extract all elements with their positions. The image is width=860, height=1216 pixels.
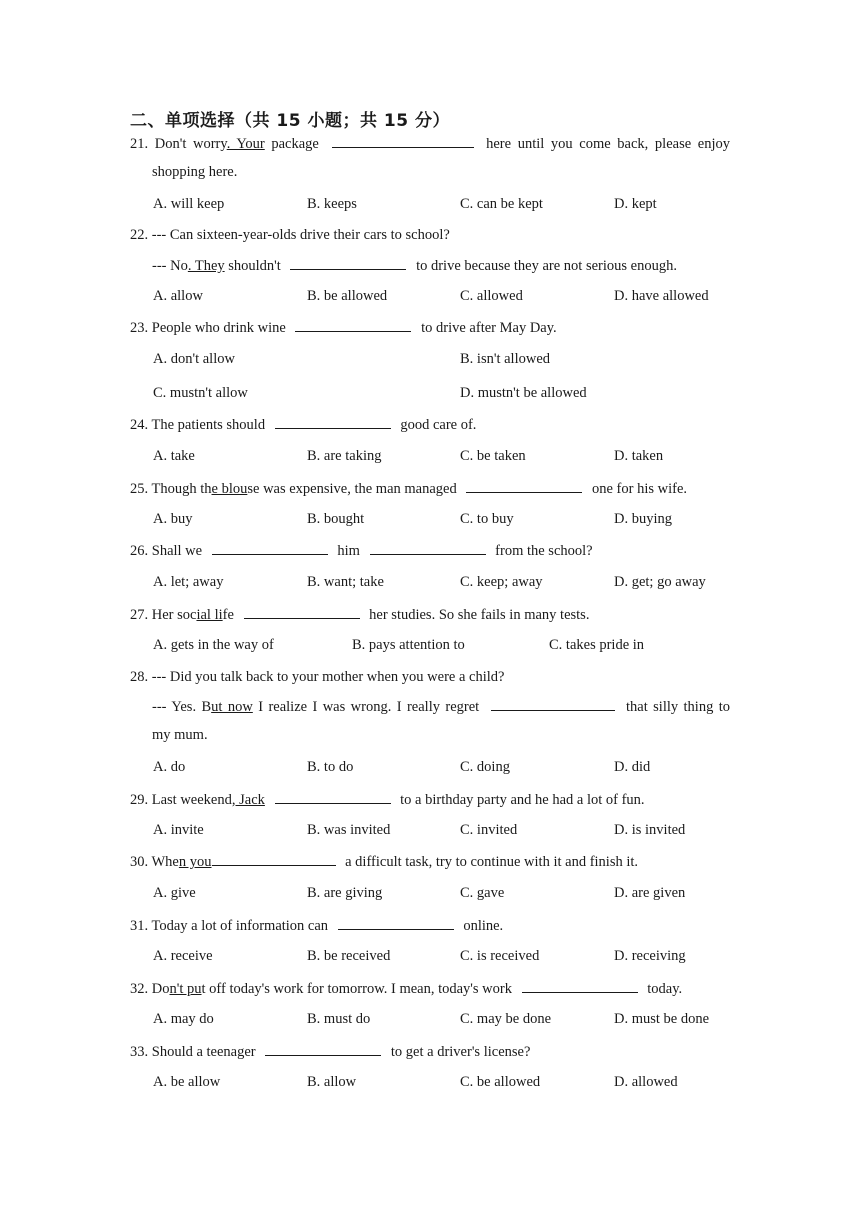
q26-option-c[interactable]: C. keep; away (460, 574, 543, 590)
answer-blank[interactable] (290, 256, 406, 270)
section-title: 二、单项选择（共 15 小题；共 15 分） (130, 111, 450, 131)
q22-option-b[interactable]: B. be allowed (307, 288, 388, 304)
answer-blank[interactable] (275, 790, 391, 804)
q32-option-a[interactable]: A. may do (153, 1011, 214, 1027)
answer-blank[interactable] (332, 134, 474, 148)
question-21-continuation: shopping here. (152, 164, 238, 180)
answer-blank[interactable] (522, 979, 638, 993)
answer-blank[interactable] (370, 541, 486, 555)
q27-option-a[interactable]: A. gets in the way of (153, 637, 274, 653)
question-30-stem: 30. When you a difficult task, try to continue with it and finish it. (130, 854, 639, 870)
q30-option-b[interactable]: B. are giving (307, 885, 383, 901)
q23-option-c[interactable]: C. mustn't allow (153, 385, 248, 401)
q24-option-d[interactable]: D. taken (614, 448, 664, 464)
q22-option-d[interactable]: D. have allowed (614, 288, 709, 304)
q31-option-d[interactable]: D. receiving (614, 948, 686, 964)
q28-option-c[interactable]: C. doing (460, 759, 510, 775)
q31-option-b[interactable]: B. be received (307, 948, 391, 964)
q30-option-c[interactable]: C. gave (460, 885, 505, 901)
question-31-stem: 31. Today a lot of information can online. (130, 918, 504, 934)
question-28-line3: my mum. (152, 727, 208, 743)
answer-blank[interactable] (265, 1042, 381, 1056)
question-27-stem: 27. Her social life her studies. So she fails in many tests. (130, 607, 590, 623)
q25-option-c[interactable]: C. to buy (460, 511, 514, 527)
q28-option-d[interactable]: D. did (614, 759, 651, 775)
q21-option-a[interactable]: A. will keep (153, 196, 225, 212)
answer-blank[interactable] (466, 479, 582, 493)
q28-option-a[interactable]: A. do (153, 759, 186, 775)
q29-option-a[interactable]: A. invite (153, 822, 204, 838)
q26-option-a[interactable]: A. let; away (153, 574, 224, 590)
q29-option-b[interactable]: B. was invited (307, 822, 391, 838)
question-28-line2: --- Yes. But now I realize I was wrong. I really regret that silly thing to (152, 699, 731, 715)
q26-option-d[interactable]: D. get; go away (614, 574, 706, 590)
q32-option-c[interactable]: C. may be done (460, 1011, 552, 1027)
question-32-stem: 32. Don't put off today's work for tomorrow. I mean, today's work today. (130, 981, 683, 997)
q27-option-c[interactable]: C. takes pride in (549, 637, 645, 653)
q23-option-d[interactable]: D. mustn't be allowed (460, 385, 587, 401)
answer-blank[interactable] (244, 605, 360, 619)
q29-option-c[interactable]: C. invited (460, 822, 518, 838)
q30-option-d[interactable]: D. are given (614, 885, 686, 901)
question-33-stem: 33. Should a teenager to get a driver's license? (130, 1044, 531, 1060)
q21-option-d[interactable]: D. kept (614, 196, 657, 212)
question-22-stem: 22. --- Can sixteen-year-olds drive their cars to school? (130, 227, 450, 243)
q29-option-d[interactable]: D. is invited (614, 822, 686, 838)
q24-option-c[interactable]: C. be taken (460, 448, 526, 464)
answer-blank[interactable] (212, 541, 328, 555)
q30-option-a[interactable]: A. give (153, 885, 196, 901)
q21-option-b[interactable]: B. keeps (307, 196, 357, 212)
q25-option-b[interactable]: B. bought (307, 511, 365, 527)
q27-option-b[interactable]: B. pays attention to (352, 637, 465, 653)
q25-option-d[interactable]: D. buying (614, 511, 672, 527)
q32-option-b[interactable]: B. must do (307, 1011, 371, 1027)
q26-option-b[interactable]: B. want; take (307, 574, 384, 590)
question-28-stem: 28. --- Did you talk back to your mother when you were a child? (130, 669, 505, 685)
q24-option-a[interactable]: A. take (153, 448, 195, 464)
question-21-stem: 21. Don't worry. Your package here until you come back, please enjoy (130, 136, 730, 152)
answer-blank[interactable] (212, 852, 336, 866)
question-22-line2: --- No. They shouldn't to drive because they are not serious enough. (152, 258, 677, 274)
q23-option-a[interactable]: A. don't allow (153, 351, 235, 367)
answer-blank[interactable] (275, 415, 391, 429)
q22-option-a[interactable]: A. allow (153, 288, 203, 304)
question-24-stem: 24. The patients should good care of. (130, 417, 477, 433)
question-25-stem: 25. Though the blouse was expensive, the man managed one for his wife. (130, 481, 688, 497)
q33-option-d[interactable]: D. allowed (614, 1074, 678, 1090)
answer-blank[interactable] (338, 916, 454, 930)
q28-option-b[interactable]: B. to do (307, 759, 354, 775)
q31-option-a[interactable]: A. receive (153, 948, 213, 964)
answer-blank[interactable] (295, 318, 411, 332)
q32-option-d[interactable]: D. must be done (614, 1011, 710, 1027)
q25-option-a[interactable]: A. buy (153, 511, 193, 527)
question-29-stem: 29. Last weekend, Jack to a birthday party and he had a lot of fun. (130, 792, 645, 808)
q33-option-c[interactable]: C. be allowed (460, 1074, 541, 1090)
q24-option-b[interactable]: B. are taking (307, 448, 382, 464)
q33-option-a[interactable]: A. be allow (153, 1074, 221, 1090)
answer-blank[interactable] (491, 697, 615, 711)
question-23-stem: 23. People who drink wine to drive after May Day. (130, 320, 557, 336)
question-26-stem: 26. Shall we him from the school? (130, 543, 593, 559)
q33-option-b[interactable]: B. allow (307, 1074, 357, 1090)
q23-option-b[interactable]: B. isn't allowed (460, 351, 551, 367)
q22-option-c[interactable]: C. allowed (460, 288, 523, 304)
q31-option-c[interactable]: C. is received (460, 948, 540, 964)
q21-option-c[interactable]: C. can be kept (460, 196, 543, 212)
